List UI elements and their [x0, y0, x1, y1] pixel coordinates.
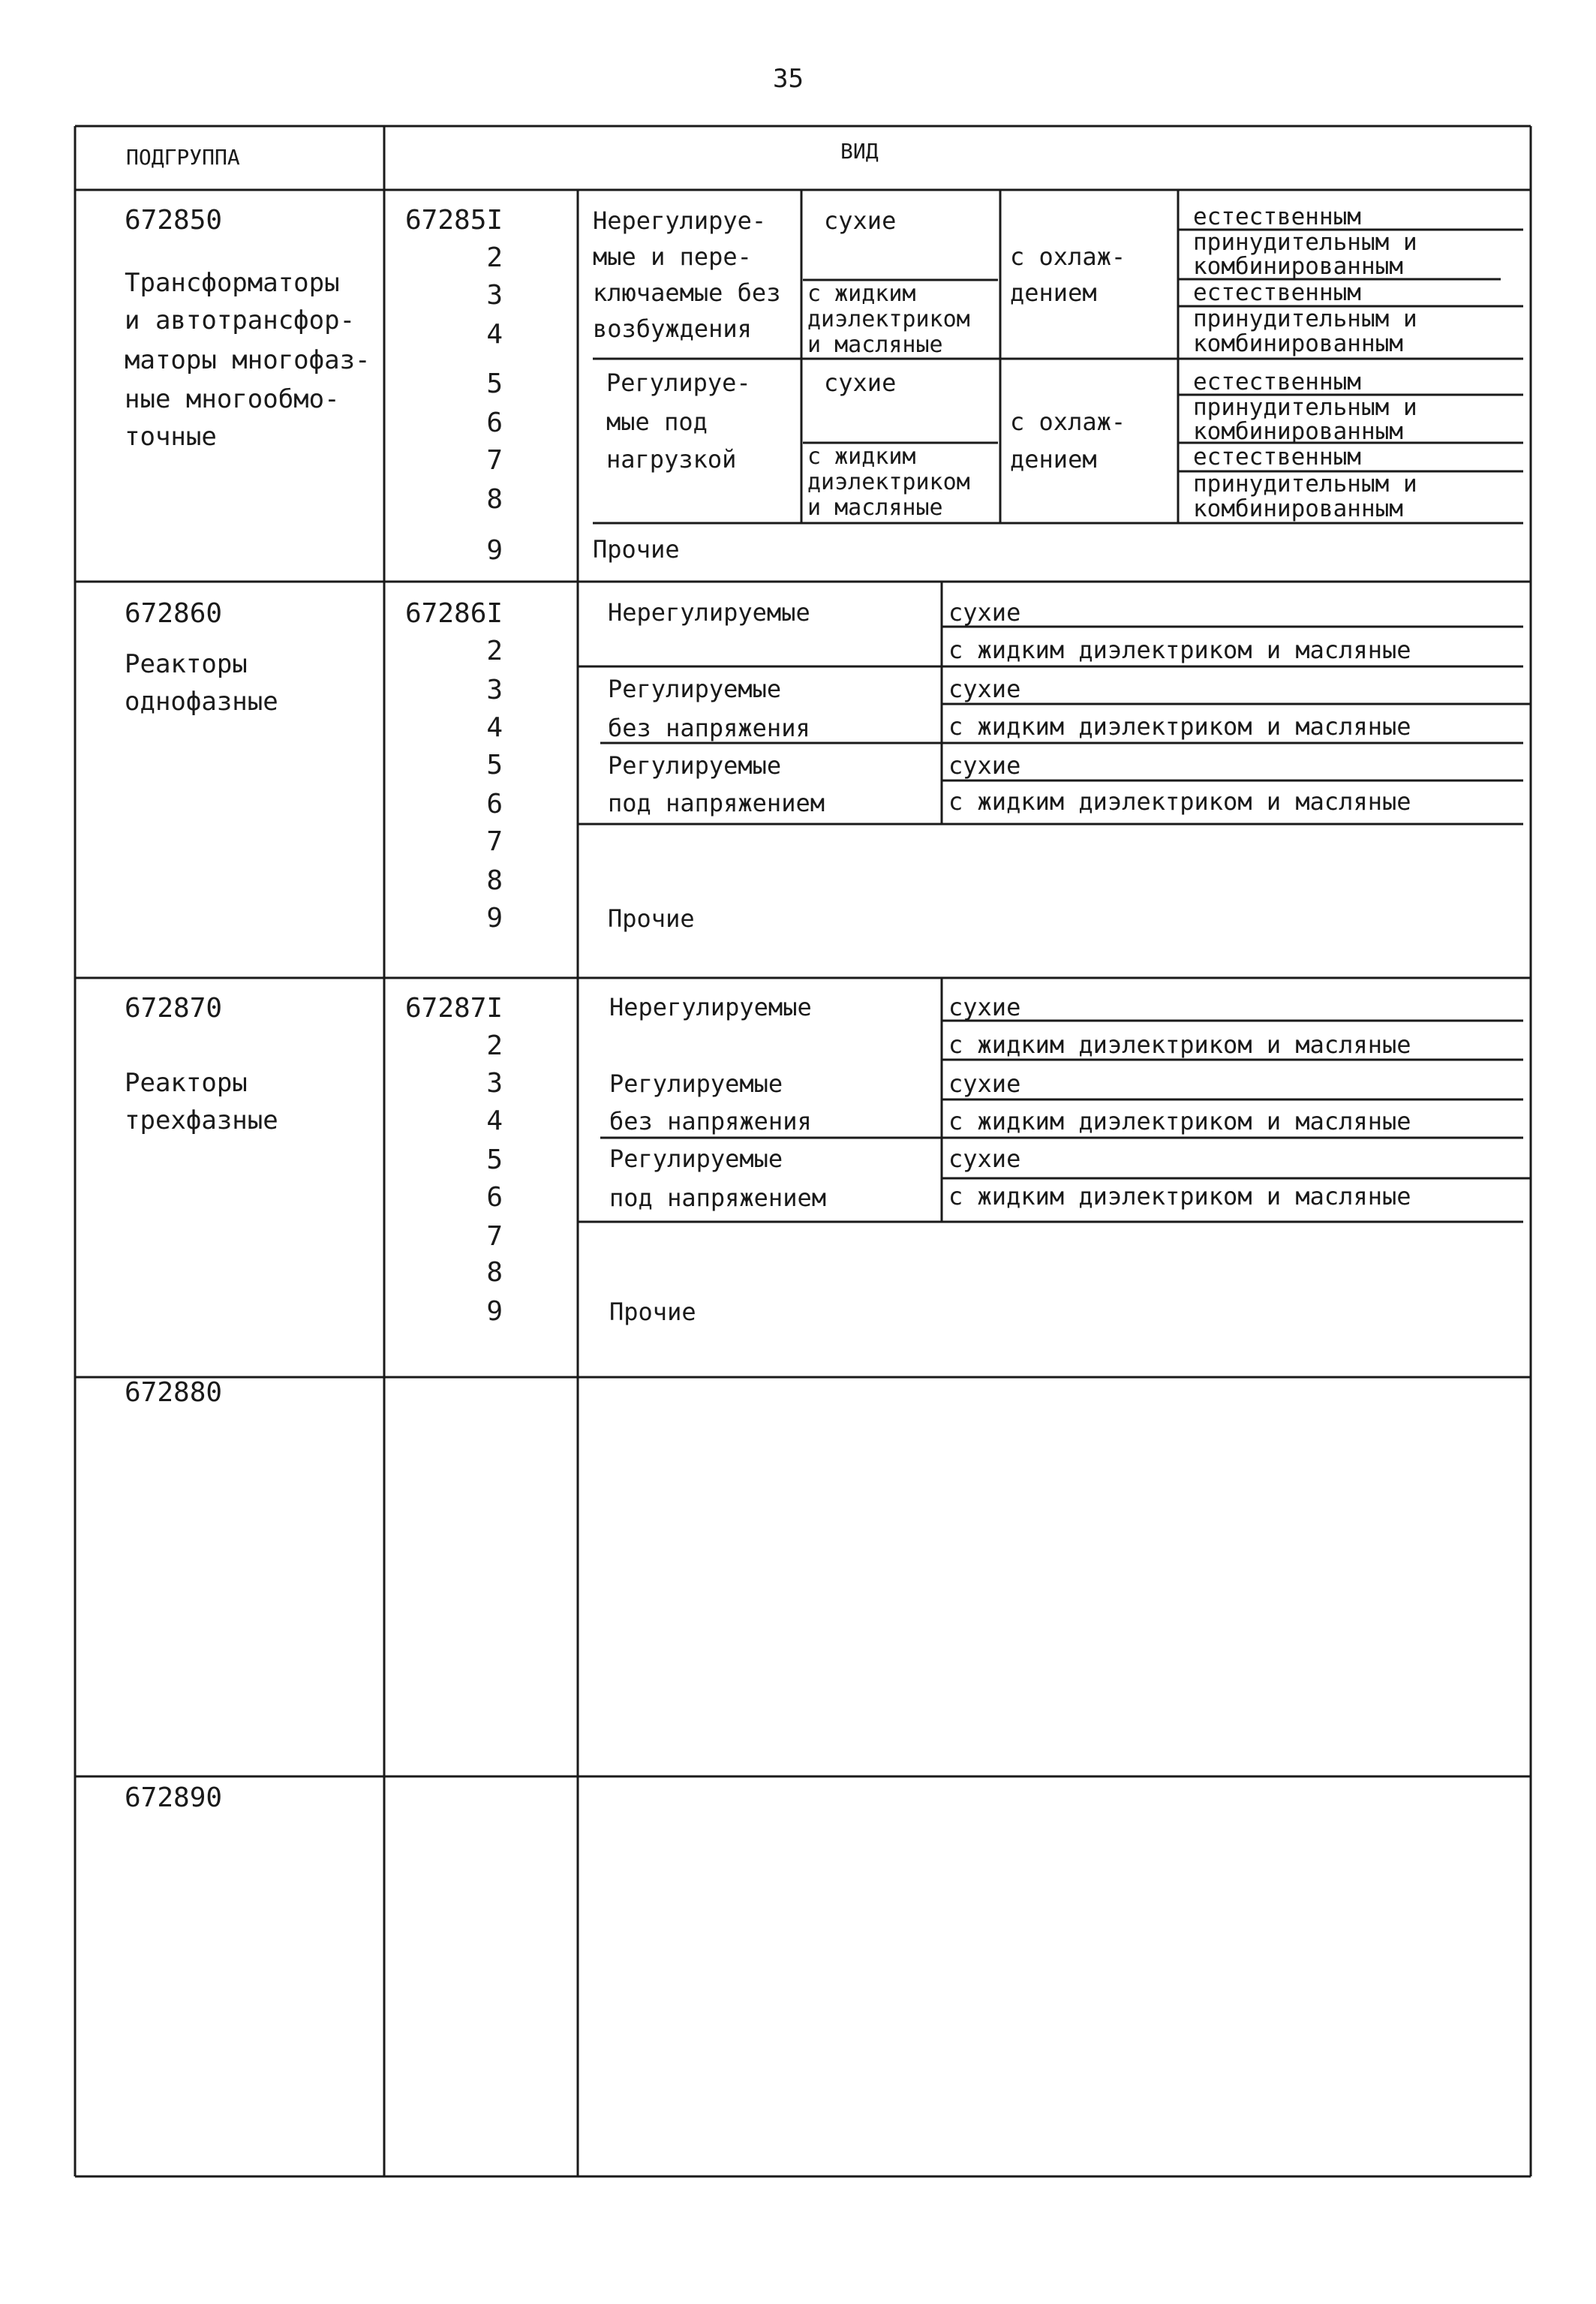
- dry-label: сухие: [948, 1144, 1021, 1173]
- cooling-label-1: с охлаж-: [1010, 242, 1126, 271]
- cool-forced-1: принудительным и: [1193, 229, 1417, 256]
- group2-code: 672860: [125, 598, 223, 629]
- block-a-title-3: ключаемые без: [593, 278, 781, 307]
- cooling-label-2: дением: [1010, 278, 1097, 307]
- group3-title-1: Реакторы: [125, 1068, 248, 1098]
- row-code: 4: [486, 319, 503, 350]
- group1-title-5: точные: [125, 422, 217, 452]
- row-code: 9: [486, 903, 503, 934]
- group1-code: 672850: [125, 205, 223, 236]
- liquid-label: с жидким диэлектриком и масляные: [948, 1182, 1411, 1211]
- row-code: 7: [486, 1221, 503, 1252]
- cooling-label-2: дением: [1010, 445, 1097, 474]
- other-label: Прочие: [608, 904, 695, 933]
- liquid-label: с жидким диэлектриком и масляные: [948, 787, 1411, 816]
- liquid-label-3: и масляные: [807, 332, 943, 358]
- cool-natural: естественным: [1193, 368, 1361, 396]
- nonreg-label: Нерегулируемые: [609, 993, 812, 1021]
- group1-title-2: и автотрансфор-: [125, 305, 356, 335]
- row-code: 6: [486, 789, 503, 820]
- dry-label: сухие: [824, 368, 897, 397]
- reg-voltage-1: Регулируемые: [608, 751, 782, 780]
- group4-code: 672880: [125, 1377, 223, 1408]
- liquid-label-2: диэлектриком: [807, 306, 970, 332]
- group3-code: 672870: [125, 993, 223, 1024]
- cool-forced-1: принудительным и: [1193, 471, 1417, 498]
- cool-forced-2: комбинированным: [1193, 418, 1403, 445]
- row-code: 5: [486, 368, 503, 399]
- row-code: 2: [486, 1030, 503, 1061]
- dry-label: сухие: [948, 598, 1021, 627]
- cool-forced-1: принудительным и: [1193, 394, 1417, 421]
- reg-no-voltage-1: Регулируемые: [608, 675, 782, 703]
- row-code: 9: [486, 1296, 503, 1327]
- row-code: 67285I: [405, 205, 503, 236]
- cool-natural: естественным: [1193, 203, 1361, 230]
- liquid-label-2: диэлектриком: [807, 469, 970, 495]
- block-a-title-2: мые и пере-: [593, 242, 752, 271]
- row-code: 7: [486, 826, 503, 857]
- cool-natural: естественным: [1193, 444, 1361, 471]
- row-code: 8: [486, 484, 503, 515]
- other-label: Прочие: [593, 535, 680, 564]
- liquid-label-3: и масляные: [807, 495, 943, 521]
- block-b-title-2: мые под: [606, 408, 708, 436]
- group5-code: 672890: [125, 1782, 223, 1813]
- block-b-title-3: нагрузкой: [606, 445, 737, 474]
- row-code: 3: [486, 1068, 503, 1099]
- row-code: 9: [486, 535, 503, 566]
- row-code: 5: [486, 1144, 503, 1175]
- cooling-label-1: с охлаж-: [1010, 408, 1126, 436]
- row-code: 6: [486, 1182, 503, 1213]
- header-kind: ВИД: [840, 139, 879, 164]
- cool-forced-2: комбинированным: [1193, 253, 1403, 280]
- row-code: 5: [486, 750, 503, 781]
- group2-title-2: однофазные: [125, 687, 278, 717]
- reg-no-voltage-2: без напряжения: [609, 1107, 812, 1135]
- nonreg-label: Нерегулируемые: [608, 598, 810, 627]
- row-code: 67286I: [405, 598, 503, 629]
- group1-title-1: Трансформаторы: [125, 268, 340, 298]
- row-code: 2: [486, 242, 503, 273]
- row-code: 2: [486, 636, 503, 666]
- reg-voltage-2: под напряжением: [609, 1184, 826, 1212]
- dry-label: сухие: [948, 993, 1021, 1021]
- row-code: 7: [486, 445, 503, 476]
- liquid-label-1: с жидким: [807, 444, 916, 470]
- dry-label: сухие: [948, 675, 1021, 703]
- cool-forced-2: комбинированным: [1193, 330, 1403, 357]
- row-code: 3: [486, 280, 503, 311]
- liquid-label-1: с жидким: [807, 281, 916, 307]
- group1-title-3: маторы многофаз-: [125, 345, 371, 375]
- block-a-title-4: возбуждения: [593, 314, 752, 343]
- row-code: 3: [486, 675, 503, 705]
- page-number: 35: [773, 64, 804, 94]
- cool-forced-1: принудительным и: [1193, 305, 1417, 332]
- row-code: 8: [486, 865, 503, 896]
- liquid-label: с жидким диэлектриком и масляные: [948, 636, 1411, 664]
- header-subgroup: ПОДГРУППА: [126, 145, 240, 170]
- dry-label: сухие: [948, 1069, 1021, 1098]
- row-code: 6: [486, 408, 503, 438]
- row-code: 4: [486, 712, 503, 743]
- row-code: 4: [486, 1105, 503, 1136]
- liquid-label: с жидким диэлектриком и масляные: [948, 1030, 1411, 1059]
- row-code: 8: [486, 1257, 503, 1288]
- row-code: 67287I: [405, 993, 503, 1024]
- reg-voltage-1: Регулируемые: [609, 1144, 783, 1173]
- liquid-label: с жидким диэлектриком и масляные: [948, 712, 1411, 741]
- block-b-title-1: Регулируе-: [606, 368, 751, 397]
- reg-no-voltage-1: Регулируемые: [609, 1069, 783, 1098]
- reg-voltage-2: под напряжением: [608, 789, 825, 817]
- dry-label: сухие: [824, 206, 897, 235]
- reg-no-voltage-2: без напряжения: [608, 714, 810, 742]
- block-a-title-1: Нерегулируе-: [593, 206, 767, 235]
- dry-label: сухие: [948, 751, 1021, 780]
- cool-natural: естественным: [1193, 279, 1361, 306]
- cool-forced-2: комбинированным: [1193, 495, 1403, 522]
- liquid-label: с жидким диэлектриком и масляные: [948, 1107, 1411, 1135]
- group1-title-4: ные многообмо-: [125, 384, 340, 414]
- group2-title-1: Реакторы: [125, 649, 248, 679]
- other-label: Прочие: [609, 1298, 696, 1326]
- group3-title-2: трехфазные: [125, 1105, 278, 1135]
